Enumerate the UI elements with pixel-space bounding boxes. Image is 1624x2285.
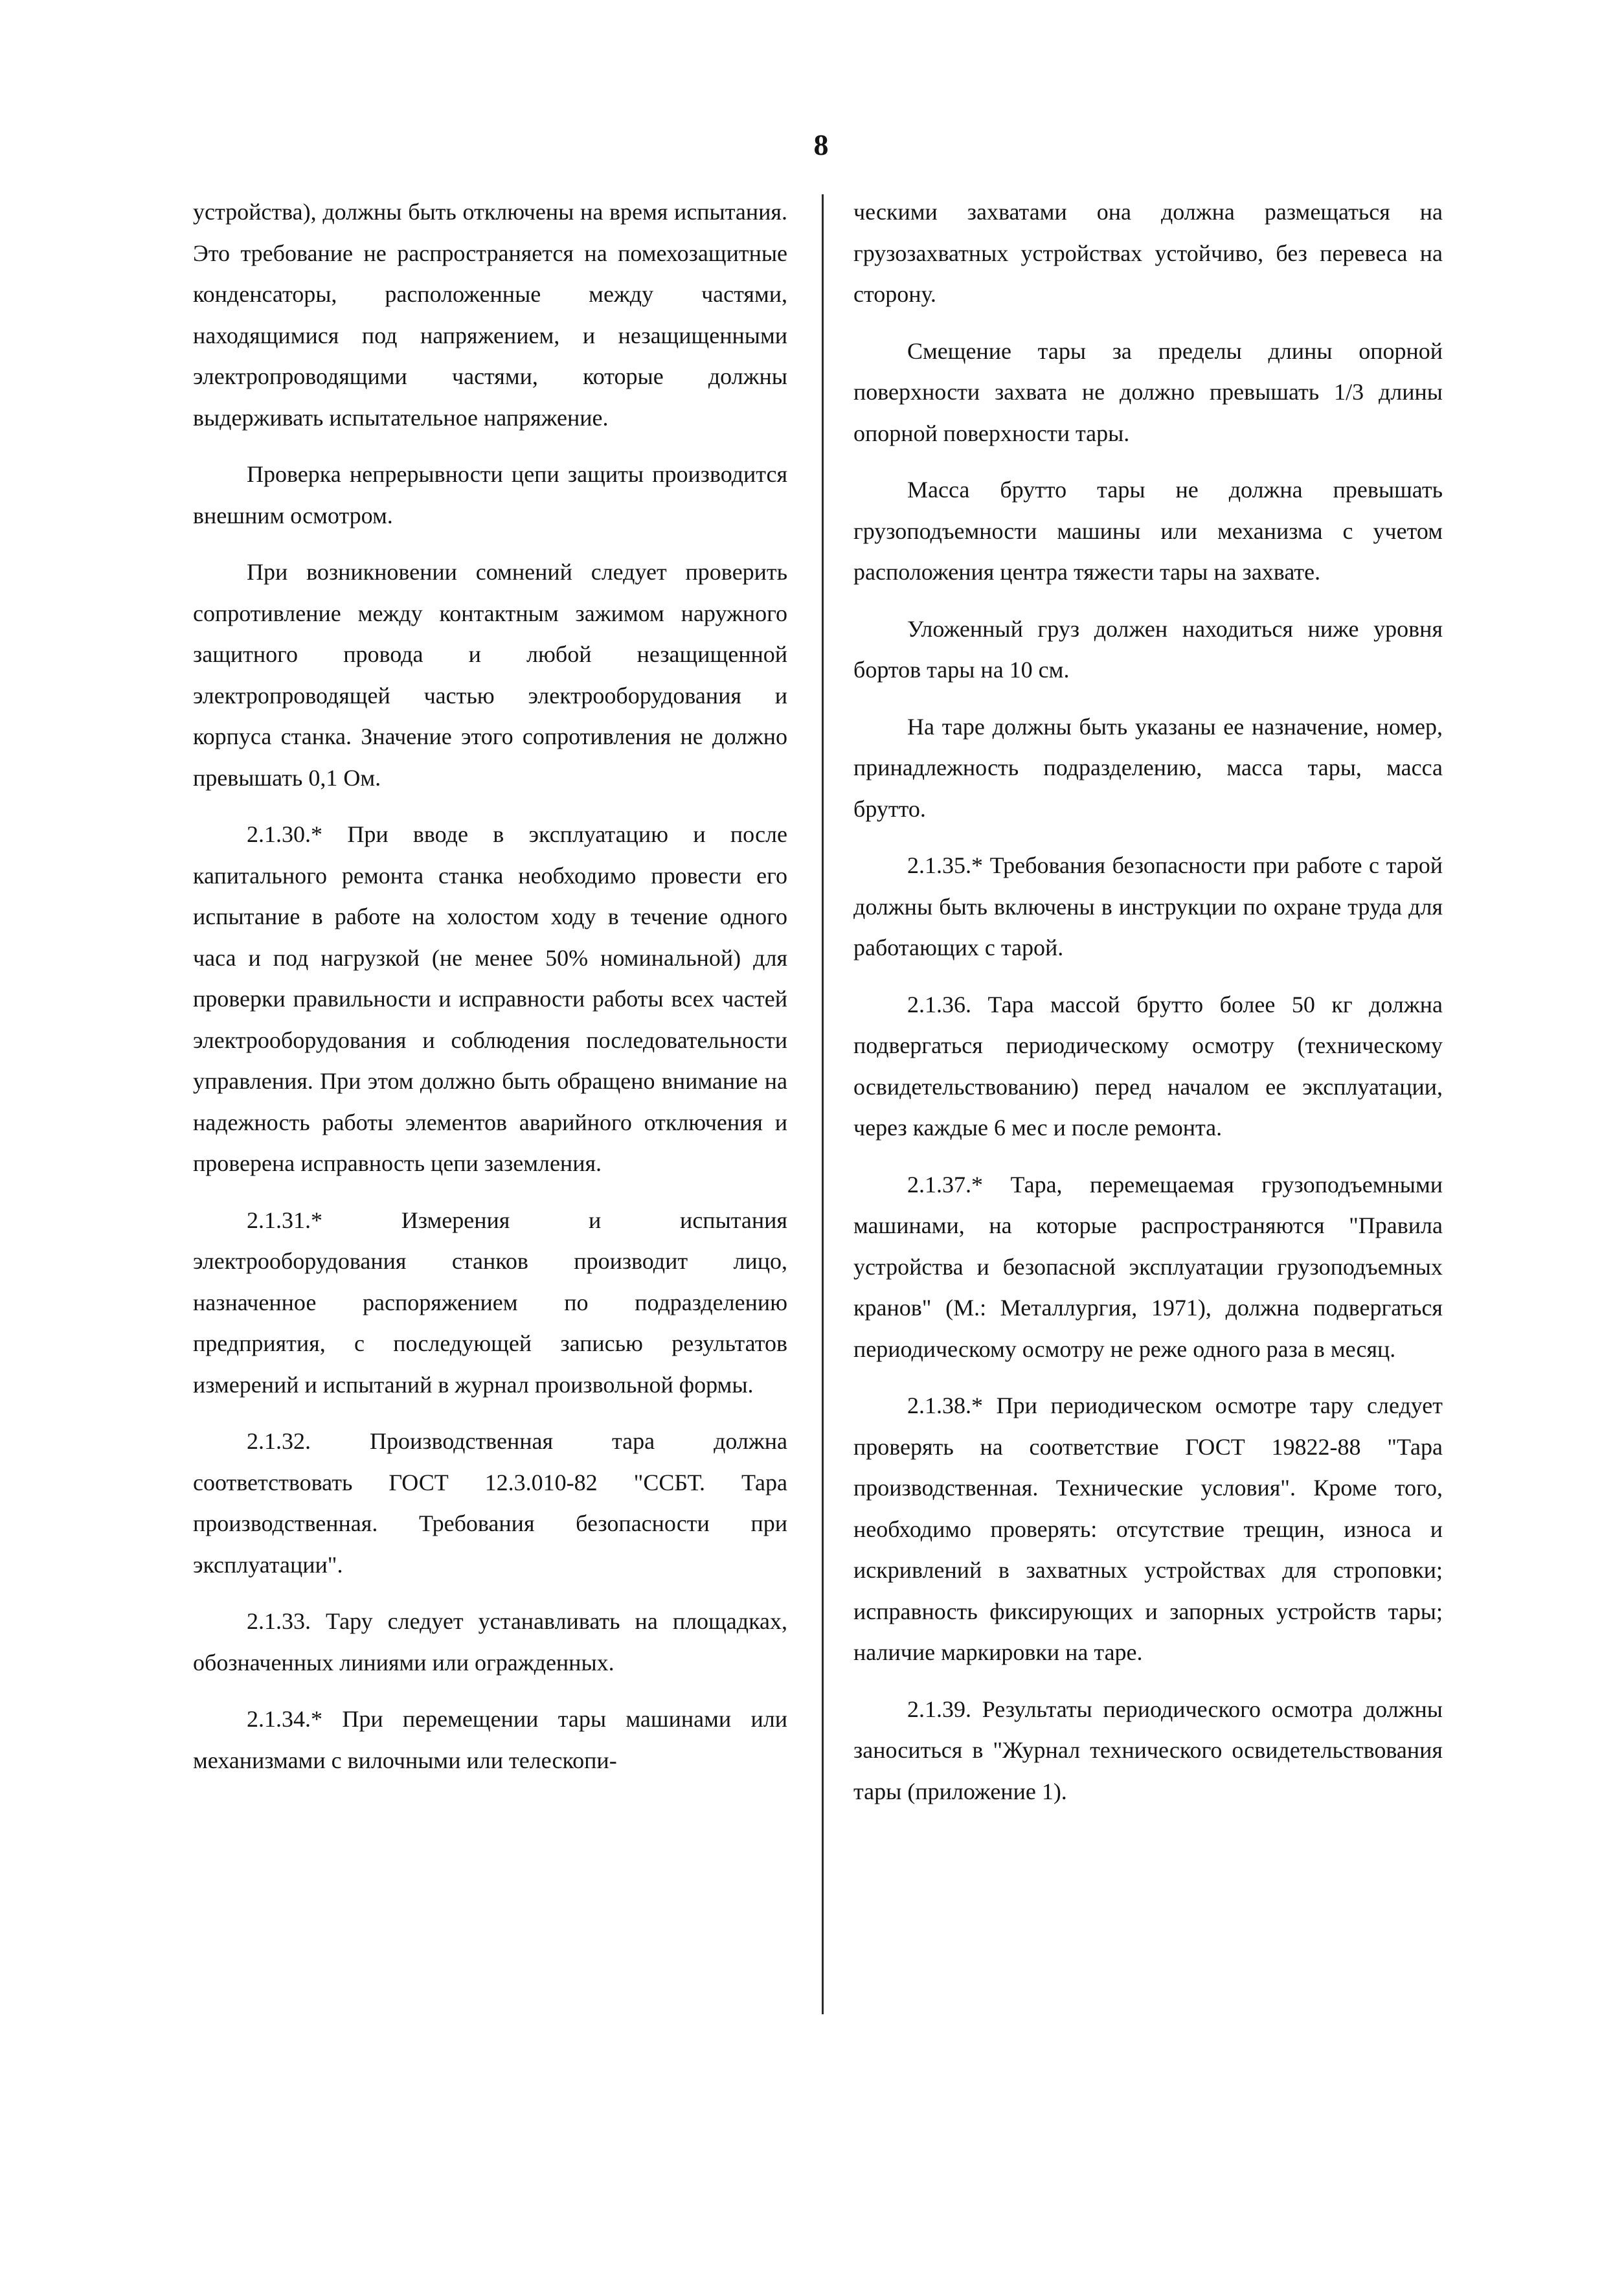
column-divider — [822, 194, 824, 2014]
paragraph-left-1: устройства), должны быть отключены на время испытания. Это требование не распространяется на помехозащитные конденсаторы, расположенные между частями, находящимися под напряжением, и незащищенными электропроводящими частями, которые должны выдерживать испытательное напряжение. — [193, 199, 787, 431]
section-2-1-34: 2.1.34.* При перемещении тары машинами или механизмами с вилочными или телескопи- — [193, 1706, 787, 1773]
paragraph-left-2: Проверка непрерывности цепи защиты производится внешним осмотром. — [193, 461, 787, 529]
section-2-1-37: 2.1.37.* Тара, перемещаемая грузоподъемными машинами, на которые распространяются "Правила устройства и безопасной эксплуатации грузоподъемных кранов" (М.: Металлургия, 1971), должна подвергаться периодическому осмотру не реже одного раза в месяц. — [853, 1171, 1443, 1362]
section-2-1-30: 2.1.30.* При вводе в эксплуатацию и после капитального ремонта станка необходимо провести его испытание в работе на холостом ходу в течение одного часа и под нагрузкой (не менее 50% номинальной) для проверки правильности и исправности работы всех частей электрооборудования и соблюдения последовательности управления. При этом должно быть обращено внимание на надежность работы элементов аварийного отключения и проверена исправность цепи заземления. — [193, 821, 787, 1176]
paragraph-right-4: Уложенный груз должен находиться ниже уровня бортов тары на 10 см. — [853, 615, 1443, 683]
paragraph-right-1: ческими захватами она должна размещаться на грузозахватных устройствах устойчиво, без перевеса на сторону. — [853, 199, 1443, 307]
paragraph-right-2: Смещение тары за пределы длины опорной поверхности захвата не должно превышать 1/3 длины опорной поверхности тары. — [853, 337, 1443, 446]
section-2-1-32: 2.1.32. Производственная тара должна соответствовать ГОСТ 12.3.010-82 "ССБТ. Тара производственная. Требования безопасности при эксплуатации". — [193, 1428, 787, 1578]
section-2-1-36: 2.1.36. Тара массой брутто более 50 кг должна подвергаться периодическому осмотру (техническому освидетельствованию) перед началом ее эксплуатации, через каждые 6 мес и после ремонта. — [853, 991, 1443, 1141]
section-2-1-31: 2.1.31.* Измерения и испытания электрооборудования станков производит лицо, назначенное распоряжением по подразделению предприятия, с последующей записью результатов измерений и испытаний в журнал произвольной формы. — [193, 1207, 787, 1398]
paragraph-right-3: Масса брутто тары не должна превышать грузоподъемности машины или механизма с учетом расположения центра тяжести тары на захвате. — [853, 477, 1443, 585]
section-2-1-39: 2.1.39. Результаты периодического осмотра должны заноситься в "Журнал технического освидетельствования тары (приложение 1). — [853, 1696, 1443, 1804]
paragraph-left-3: При возникновении сомнений следует проверить сопротивление между контактным зажимом наружного защитного провода и любой незащищенной электропроводящей частью электрооборудования и корпуса станка. Значение этого сопротивления не должно превышать 0,1 Ом. — [193, 559, 787, 791]
paragraph-right-5: На таре должны быть указаны ее назначение, номер, принадлежность подразделению, масса тары, масса брутто. — [853, 713, 1443, 822]
page-number: 8 — [813, 128, 829, 161]
section-2-1-33: 2.1.33. Тару следует устанавливать на площадках, обозначенных линиями или огражденных. — [193, 1608, 787, 1676]
left-column — [193, 192, 787, 1797]
section-2-1-35: 2.1.35.* Требования безопасности при работе с тарой должны быть включены в инструкции по охране труда для работающих с тарой. — [853, 852, 1443, 961]
section-2-1-38: 2.1.38.* При периодическом осмотре тару следует проверять на соответствие ГОСТ 19822-88 "Тара производственная. Технические условия". Кроме того, необходимо проверять: отсутствие трещин, износа и искривлений в захватных устройствах для строповки; исправность фиксирующих и запорных устройств тары; наличие маркировки на таре. — [853, 1393, 1443, 1665]
right-column — [853, 192, 1443, 1828]
